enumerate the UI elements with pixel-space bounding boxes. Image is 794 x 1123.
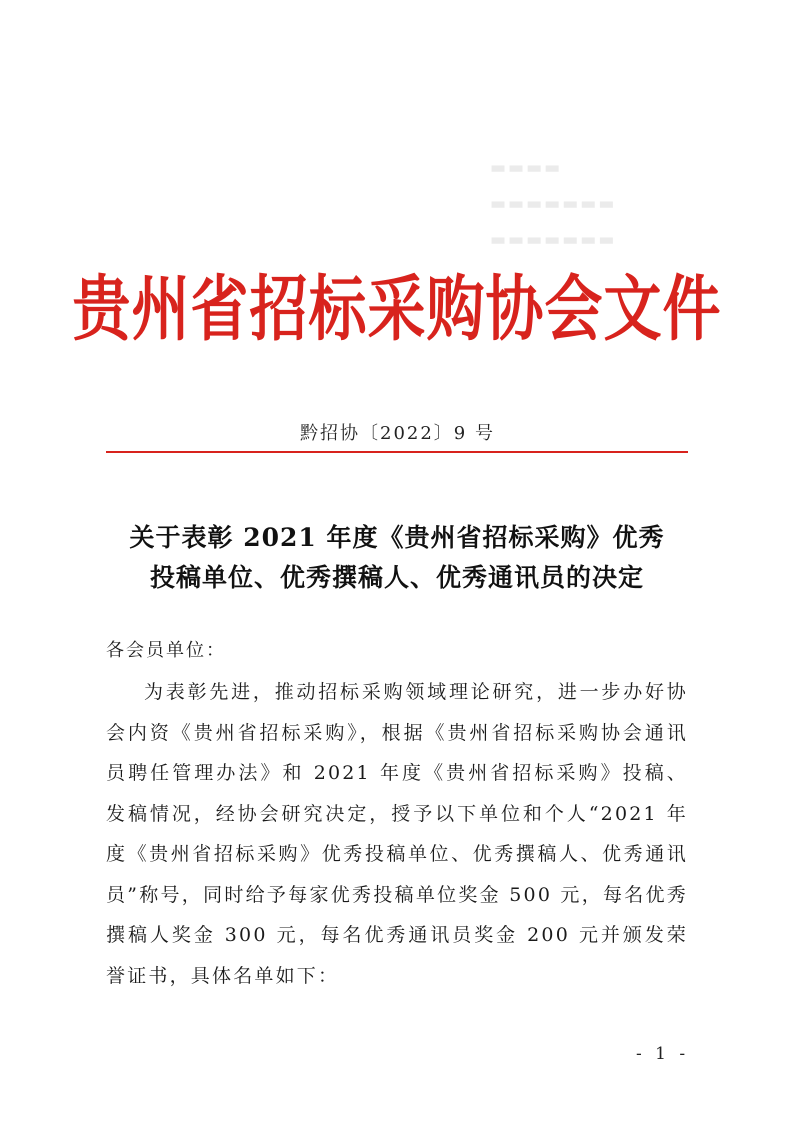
header-divider xyxy=(106,451,688,453)
salutation: 各会员单位： xyxy=(106,640,226,661)
heading-line-1: 关于表彰 2021 年度《贵州省招标采购》优秀 xyxy=(129,523,665,552)
heading-line-2: 投稿单位、优秀撰稿人、优秀通讯员的决定 xyxy=(149,563,644,592)
body-paragraph: 为表彰先进，推动招标采购领域理论研究，进一步办好协会内资《贵州省招标采购》，根据《贵州省招标采购协会通讯员聘任管理办法》和 2021 年度《贵州省招标采购》投稿、发稿情况，经协会研究决定，授予以下单位和个人“2021 年度《贵州省招标采购》优秀投稿单位、优秀撰稿人、优秀通讯员”称号，同时给予每家优秀投稿单位奖金 500 元，每名优秀撰稿人奖金 300 元，每名优秀通讯员奖金 200 元并颁发荣誉证书，具体名单如下： xyxy=(106,681,688,987)
document-header-title: 贵州省招标采购协会文件 xyxy=(72,267,722,351)
page-number: - 1 - xyxy=(636,1044,690,1064)
document-number: 黔招协〔2022〕9 号 xyxy=(300,423,495,444)
bleed-through-texture: ▬▬▬▬ ▬▬▬▬▬▬▬ ▬▬▬▬▬▬▬ xyxy=(490,158,617,250)
document-heading xyxy=(0,518,794,598)
